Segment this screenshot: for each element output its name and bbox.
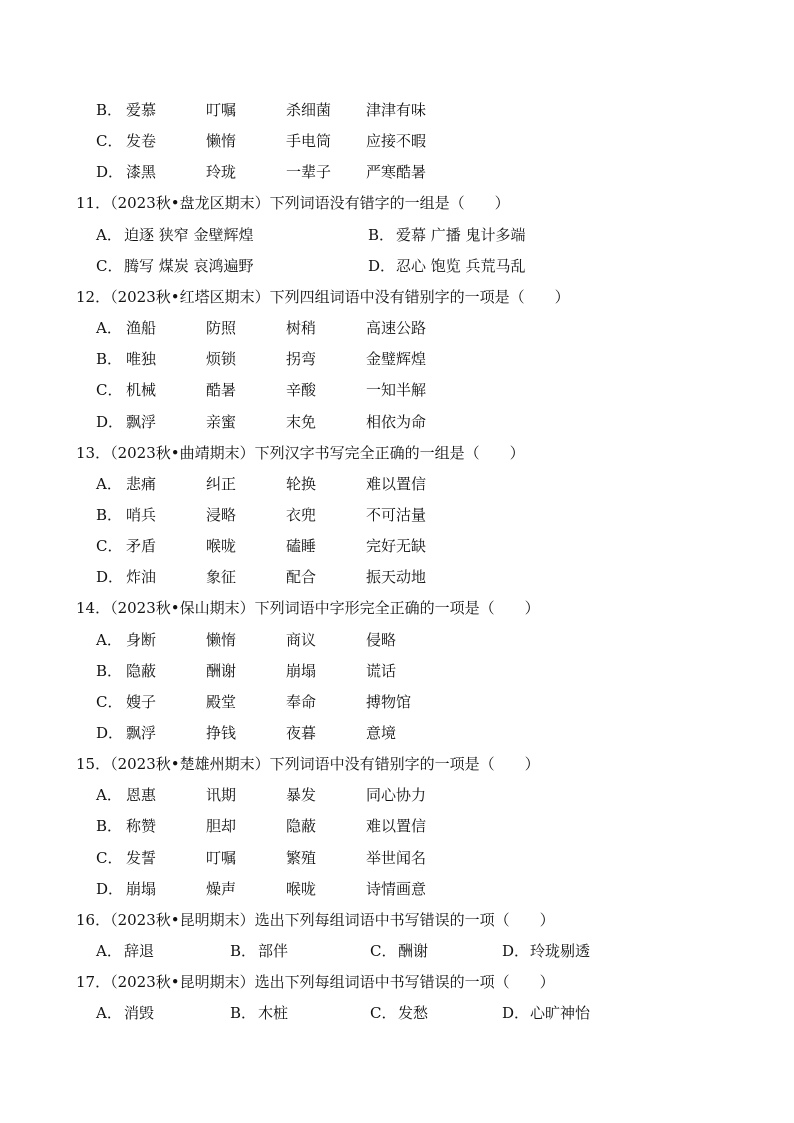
option-text: 爱幕 广播 鬼计多端 [396,225,526,244]
option-label: B． [96,661,123,680]
option-word: 浸略 [206,505,237,524]
option-word: 侵略 [366,630,397,649]
option-word: 防照 [206,319,237,338]
option-label: C． [96,256,123,275]
option-word: 懒惰 [206,630,237,649]
option-word: 诗情画意 [366,879,427,898]
option-text: 玲珑剔透 [530,942,591,961]
option-word: 叮嘱 [206,101,237,119]
option-word: 矛盾 [126,537,157,556]
option-label: C． [370,1004,397,1023]
option-word: 津津有味 [366,101,427,119]
option-word: 磕睡 [286,537,317,556]
option-word: 举世闻名 [366,848,427,867]
option-word: 一知半解 [366,381,427,400]
option-label: C． [96,381,123,400]
option-word: 难以置信 [366,817,427,836]
option-text: 酬谢 [398,942,429,961]
option-word: 相依为命 [366,412,427,431]
option-word: 商议 [286,630,317,649]
option-word: 身断 [126,630,157,649]
question-text: 14．（2023秋•保山期末）下列词语中字形完全正确的一项是（ ） [76,599,540,618]
option-word: 挣钱 [206,724,237,742]
option-word: 同心协力 [366,786,427,805]
option-word: 末免 [286,412,317,431]
option-word: 烦锁 [206,350,237,369]
option-text: 消毁 [124,1004,155,1023]
question-text: 13．（2023秋•曲靖期末）下列汉字书写完全正确的一组是（ ） [76,443,525,462]
option-word: 喉咙 [286,879,317,898]
option-word: 高速公路 [366,319,427,338]
option-word: 搏物馆 [366,692,412,711]
option-word: 崩塌 [286,661,317,680]
option-label: D． [96,879,124,898]
question-text: 17．（2023秋•昆明期末）选出下列每组词语中书写错误的一项（ ） [76,973,555,992]
option-word: 杀细菌 [286,101,332,119]
question-text: 16．（2023秋•昆明期末）选出下列每组词语中书写错误的一项（ ） [76,910,555,929]
option-word: 严寒酷暑 [366,163,427,182]
option-label: B． [96,817,123,836]
option-label: D． [96,412,124,431]
option-text: 心旷神怡 [530,1004,591,1023]
option-word: 一辈子 [286,163,332,182]
option-word: 谎话 [366,661,397,680]
option-word: 纠正 [206,474,237,493]
option-label: B． [230,942,257,961]
option-word: 象征 [206,568,237,587]
option-label: B． [96,101,123,119]
option-word: 难以置信 [366,474,427,493]
question-text: 11．（2023秋•盘龙区期末）下列词语没有错字的一组是（ ） [76,194,510,213]
option-text: 腾写 煤炭 哀鸿遍野 [124,256,254,275]
option-word: 不可沽量 [366,505,427,524]
option-word: 胆却 [206,817,237,836]
option-word: 树稍 [286,319,317,338]
option-word: 完好无缺 [366,537,427,556]
option-word: 夜暮 [286,724,317,742]
option-label: A． [96,1004,122,1023]
option-text: 木桩 [258,1004,289,1023]
option-word: 漆黑 [126,163,157,182]
option-label: B． [230,1004,257,1023]
option-word: 奉命 [286,692,317,711]
option-word: 懒惰 [206,132,237,151]
option-word: 喉咙 [206,537,237,556]
option-word: 叮嘱 [206,848,237,867]
option-label: D． [502,942,530,961]
option-label: A． [96,786,122,805]
option-word: 暴发 [286,786,317,805]
option-word: 金璧辉煌 [366,350,427,369]
option-label: D． [96,163,124,182]
option-word: 恩惠 [126,786,157,805]
option-label: D． [96,724,124,742]
option-label: A． [96,942,122,961]
option-text: 忍心 饱览 兵荒马乱 [396,256,526,275]
option-word: 崩塌 [126,879,157,898]
option-word: 嫂子 [126,692,157,711]
option-label: A． [96,319,122,338]
option-word: 手电筒 [286,132,332,151]
option-word: 飘浮 [126,724,157,742]
option-word: 振天动地 [366,568,427,587]
option-word: 辛酸 [286,381,317,400]
option-word: 殿堂 [206,692,237,711]
option-word: 繁殖 [286,848,317,867]
option-word: 应接不暇 [366,132,427,151]
option-label: C． [96,132,123,151]
option-word: 衣兜 [286,505,317,524]
option-label: D． [502,1004,530,1023]
option-text: 辞退 [124,942,155,961]
option-word: 拐弯 [286,350,317,369]
option-word: 亲蜜 [206,412,237,431]
option-word: 发卷 [126,132,157,151]
option-label: D． [96,568,124,587]
question-text: 15．（2023秋•楚雄州期末）下列词语中没有错别字的一项是（ ） [76,755,540,774]
option-word: 称赞 [126,817,157,836]
option-word: 轮换 [286,474,317,493]
option-word: 隐蔽 [286,817,317,836]
option-word: 机械 [126,381,157,400]
option-label: B． [96,350,123,369]
option-label: A． [96,630,122,649]
option-word: 讯期 [206,786,237,805]
option-word: 隐蔽 [126,661,157,680]
option-word: 酷暑 [206,381,237,400]
option-label: A． [96,474,122,493]
option-label: D． [368,256,396,275]
option-word: 发誓 [126,848,157,867]
option-label: C． [96,692,123,711]
option-text: 部伴 [258,942,289,961]
option-word: 飘浮 [126,412,157,431]
option-label: C． [370,942,397,961]
option-word: 悲痛 [126,474,157,493]
option-label: B． [96,505,123,524]
option-word: 唯独 [126,350,157,369]
option-label: C． [96,848,123,867]
option-label: A． [96,225,122,244]
option-word: 玲珑 [206,163,237,182]
option-word: 炸油 [126,568,157,587]
option-text: 迫逐 狭窄 金壁辉煌 [124,225,254,244]
option-text: 发愁 [398,1004,429,1023]
option-label: B． [368,225,395,244]
question-text: 12．（2023秋•红塔区期末）下列四组词语中没有错别字的一项是（ ） [76,287,570,306]
option-label: C． [96,537,123,556]
option-word: 哨兵 [126,505,157,524]
option-word: 酬谢 [206,661,237,680]
option-word: 燥声 [206,879,237,898]
option-word: 配合 [286,568,317,587]
option-word: 渔船 [126,319,157,338]
option-word: 爱慕 [126,101,157,119]
option-word: 意境 [366,724,397,742]
